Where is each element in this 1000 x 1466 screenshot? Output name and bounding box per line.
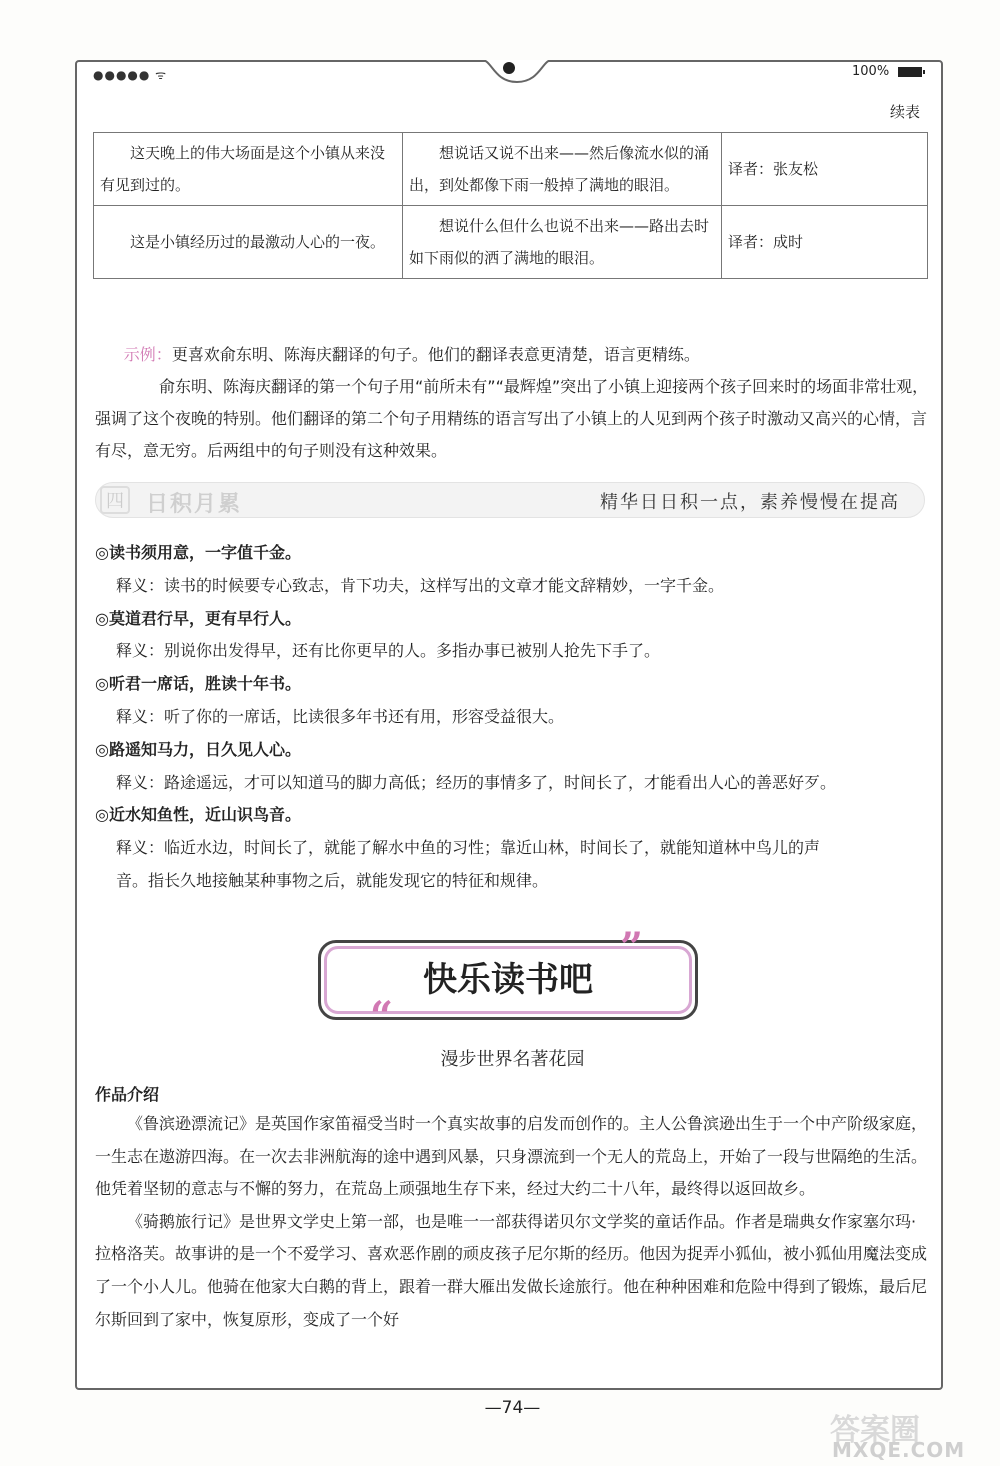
watermark-text: 答案圈 [830,1413,920,1448]
works-intro-heading: 作品介绍 [95,1085,160,1104]
saying-explanation: 释义：别说你出发得早，还有比你更早的人。多指办事已被别人抢先下手了。 [116,641,661,661]
quote-close-icon: ” [620,924,644,971]
battery-icon [898,67,922,77]
saying-explanation: 释义：读书的时候要专心致志，肯下功夫，这样写出的文章才能文辞精妙，一字千金。 [116,575,725,595]
section-slogan: 精华日日积一点，素养慢慢在提高 [600,492,900,513]
table-row [94,133,928,206]
works-intro [95,1108,931,1336]
saying-quote: ◎路遥知马力，日久见人心。 [95,739,301,759]
saying-explanation: 释义：听了你的一席话，比读很多年书还有用，形容受益很大。 [116,706,565,726]
saying-explanation-continued: 音。指长久地接触某种事物之后，就能发现它的特征和规律。 [116,870,549,890]
page-number: —74— [484,1398,541,1418]
intro-paragraph: 《骑鹅旅行记》是世界文学史上第一部，也是唯一一部获得诺贝尔文学奖的童话作品。作者是瑞典女作家塞尔玛·拉格洛芙。故事讲的是一个不爱学习、喜欢恶作剧的顽皮孩子尼尔斯的经历。他因为捉弄小狐仙，被小狐仙用魔法变成了一个小人儿。他骑在他家大白鹅的背上，跟着一群大雁出发做长途旅行。他在种种困难和危险中得到了锻炼，最后尼尔斯回到了家中，恢复原形，变成了一个好 [95,1211,928,1329]
table-cell: 译者：成时 [722,206,928,279]
table-cell: 译者：张友松 [722,133,928,206]
saying-quote: ◎近水知鱼性，近山识鸟音。 [95,805,301,825]
table-cell: 这天晚上的伟大场面是这个小镇从来没有见到过的。 [94,133,403,206]
saying-explanation: 释义：临近水边，时间长了，就能了解水中鱼的习性；靠近山林，时间长了，就能知道林中鸟儿的声 [116,838,821,858]
saying-quote: ◎听君一席话，胜读十年书。 [95,674,301,694]
reading-title: 快乐读书吧 [423,960,593,1000]
translation-table [93,132,928,279]
sayings-list [95,537,931,898]
continued-label: 续表 [890,103,921,121]
example-tag: 示例： [123,345,172,364]
saying-quote: ◎莫道君行早，更有早行人。 [95,608,301,628]
device-notch [482,60,552,86]
section-title: 日积月累 [146,492,243,517]
watermark-url: MXQE.COM [832,1438,966,1462]
table-cell: 想说话又说不出来——然后像流水似的涌出，到处都像下雨一般掉了满地的眼泪。 [403,133,722,206]
saying-explanation: 释义：路途遥远，才可以知道马的脚力高低；经历的事情多了，时间长了，才能看出人心的善恶好歹。 [116,772,837,792]
intro-paragraph: 《鲁滨逊漂流记》是英国作家笛福受当时一个真实故事的启发而创作的。主人公鲁滨逊出生于一个中产阶级家庭，一生志在遨游四海。在一次去非洲航海的途中遇到风暴，只身漂流到一个无人的荒岛上，开始了一段与世隔绝的生活。他凭着坚韧的意志与不懈的努力，在荒岛上顽强地生存下来，经过大约二十八年，最终得以返回故乡。 [95,1114,928,1199]
signal-icon: ●●●●● ᯤ [93,68,168,82]
example-paragraph: 俞东明、陈海庆翻译的第一个句子用“前所未有”“最辉煌”突出了小镇上迎接两个孩子回来时的场面非常壮观，强调了这个夜晚的特别。他们翻译的第二个句子用精练的语言写出了小镇上的人见到两个孩子时激动又高兴的心情，言有尽，意无穷。后两组中的句子则没有这种效果。 [95,377,929,460]
battery-percent: 100% [852,64,890,79]
reading-subtitle: 漫步世界名著花园 [440,1049,585,1070]
camera-icon [503,62,515,74]
quote-open-icon: “ [370,993,394,1040]
table-cell: 想说什么但什么也说不出来——路出去时如下雨似的洒了满地的眼泪。 [403,206,722,279]
saying-quote: ◎读书须用意，一字值千金。 [95,543,301,562]
table-row [94,206,928,279]
table-cell: 这是小镇经历过的最激动人心的一夜。 [94,206,403,279]
example-line: 示例：更喜欢俞东明、陈海庆翻译的句子。他们的翻译表意更清楚，语言更精练。 [123,345,700,364]
section-number-icon: 四 [100,486,130,514]
